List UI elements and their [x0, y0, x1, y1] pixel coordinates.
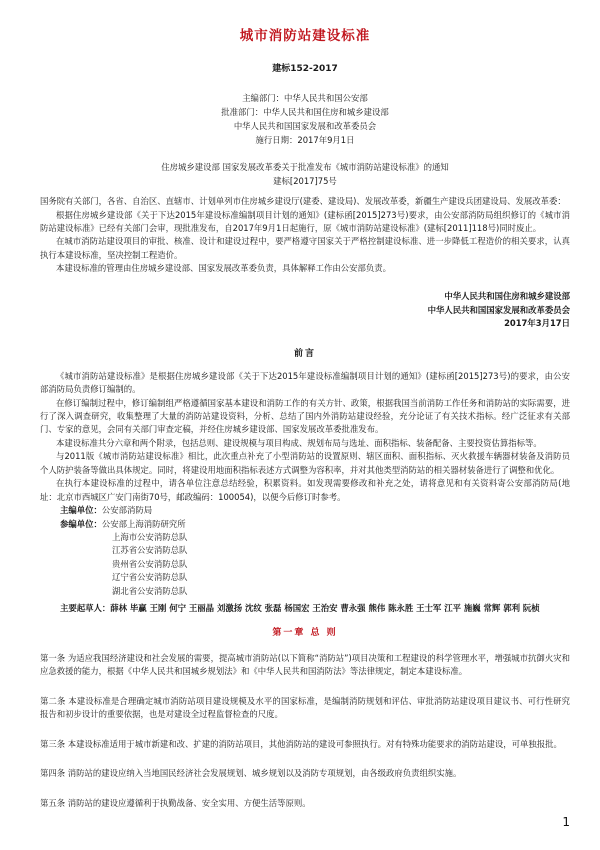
drafters-names: 薛林 毕赢 王刚 何宁 王丽晶 刘激扬 沈纹 张磊 杨国宏 王治安 曹永强 熊伟 陈永胜 王士军 江平 施巍 常辉 郭利 阮桢 — [110, 603, 540, 614]
notice-body — [40, 195, 570, 276]
notice-paragraph: 在城市消防站建设项目的审批、核准、设计和建设过程中，要严格遵守国家关于严格控制建设标准、进一步降低工程造价的相关要求，认真执行本建设标准，坚决控制工程造价。 — [40, 236, 570, 260]
document-page — [40, 26, 570, 826]
page-number: 1 — [562, 814, 570, 829]
participating-unit: 辽宁省公安消防总队 — [112, 572, 188, 583]
preface-paragraph: 在执行本建设标准的过程中，请各单位注意总结经验，积累资料。如发现需要修改和补充之处，请将意见和有关资料寄公安部消防局(地址：北京市西城区广安门南街70号，邮政编码：100054)，以便今后修订时参考。 — [40, 478, 570, 502]
participating-unit: 贵州省公安消防总队 — [112, 558, 188, 569]
preface-body — [40, 370, 570, 504]
chief-unit-row — [40, 504, 570, 517]
signature-ndrc: 中华人民共和国国家发展和改革委员会 — [427, 304, 570, 315]
notice-paragraph: 本建设标准的管理由住房城乡建设部、国家发展改革委负责，具体解释工作由公安部负责。 — [55, 263, 391, 274]
preface-paragraph: 《城市消防站建设标准》是根据住房城乡建设部《关于下达2015年建设标准编制项目计划的通知》(建标函[2015]273号)的要求，由公安部消防局负责修订编制的。 — [40, 370, 570, 395]
document-title: 城市消防站建设标准 — [239, 28, 371, 44]
chapter-body — [40, 652, 570, 810]
drafters-label: 主要起草人： — [60, 603, 111, 614]
signature-date: 2017年3月17日 — [504, 318, 570, 329]
notice-title: 住房城乡建设部 国家发展改革委关于批准发布《城市消防站建设标准》的通知 — [161, 162, 449, 173]
participating-unit: 上海市公安消防总队 — [112, 531, 188, 542]
participating-unit: 江苏省公安消防总队 — [112, 545, 188, 556]
article-3: 第三条 本建设标准适用于城市新建和改、扩建的消防站项目，其他消防站的建设可参照执行。对有特殊功能要求的消防站建设，可单独报批。 — [40, 738, 562, 749]
preface-title: 前言 — [293, 349, 316, 360]
article-5: 第五条 消防站的建设应遵循利于执勤战备、安全实用、方便生活等原则。 — [40, 797, 311, 808]
notice-paragraph: 根据住房城乡建设部《关于下达2015年建设标准编制项目计划的通知》(建标函[2015]273号)要求，由公安部消防局组织修订的《城市消防站建设标准》已经有关部门会审，现批准发布，自2017年9月1日起施行，原《城市消防站建设标准》(建标[2011]118号)同时废止。 — [40, 209, 570, 234]
participating-unit: 湖北省公安消防总队 — [112, 585, 188, 596]
meta-editor-dept: 主编部门：中华人民共和国公安部 — [242, 92, 368, 103]
drafters-row — [40, 602, 570, 615]
participating-unit: 公安部上海消防研究所 — [101, 518, 186, 529]
standard-number: 建标152-2017 — [272, 63, 338, 74]
chief-unit-label: 主编单位： — [60, 505, 102, 516]
units-block — [40, 504, 570, 616]
meta-effective-date: 施行日期：2017年9月1日 — [255, 134, 355, 145]
chief-unit: 公安部消防局 — [101, 505, 153, 516]
meta-approval-dept: 批准部门：中华人民共和国住房和城乡建设部 — [221, 106, 389, 117]
preface-paragraph: 与2011版《城市消防站建设标准》相比，此次重点补充了小型消防站的设置原则、辖区面积、面积指标、灭火救援车辆器材装备及消防员个人防护装备等做出具体规定。同时，将建设用地面积指标表述方式调整为容积率，并对其他类型消防站的相关器材装备进行了调整和优化。 — [40, 451, 570, 475]
article-2: 第二条 本建设标准是合理确定城市消防站项目建设规模及水平的国家标准，是编制消防规划和评估、审批消防站建设项目建议书、可行性研究报告和初步设计的重要依据，也是对建设全过程监督检查的尺度。 — [40, 695, 570, 720]
meta-approval-dept-2: 中华人民共和国国家发展和改革委员会 — [233, 120, 377, 131]
signature-ministry: 中华人民共和国住房和城乡建设部 — [444, 290, 570, 301]
notice-header — [40, 161, 570, 189]
document-meta — [40, 92, 570, 147]
preface-paragraph: 本建设标准共分六章和两个附录，包括总则、建设规模与项目构成、规划布局与选址、面积指标、装备配备、主要投资估算指标等。 — [55, 437, 542, 448]
participating-label: 参编单位： — [60, 518, 102, 529]
article-1: 第一条 为适应我国经济建设和社会发展的需要，提高城市消防站(以下简称“消防站”)项目决策和工程建设的科学管理水平，增强城市抗御火灾和应急救援的能力，根据《中华人民共和国城乡规划法》和《中华人民共和国消防法》等法律规定，制定本建设标准。 — [40, 653, 570, 677]
participating-unit-row — [40, 518, 570, 531]
notice-recipients: 国务院有关部门，各省、自治区、直辖市、计划单列市住房城乡建设厅(建委、建设局)、发展改革委，新疆生产建设兵团建设局、发展改革委： — [40, 196, 566, 207]
article-4: 第四条 消防站的建设应纳入当地国民经济社会发展规划、城乡规划以及消防专项规划，由各级政府负责组织实施。 — [40, 768, 462, 779]
notice-signatures — [40, 290, 570, 332]
preface-paragraph: 在修订编制过程中，修订编制组严格遵循国家基本建设和消防工作的有关方针、政策，根据我国当前消防工作任务和消防站的实际需要，进行了深入调查研究，收集整理了大量的消防站建设资料，分析、总结了国内外消防站建设经验，充分论证了有关技术指标。经广泛征求有关部门、专家的意见，会同有关部门审查定稿，并经住房城乡建设部、国家发展改革委批准发布。 — [40, 397, 570, 435]
chapter-title: 第一章 总 则 — [272, 627, 338, 638]
notice-number: 建标[2017]75号 — [273, 176, 337, 187]
